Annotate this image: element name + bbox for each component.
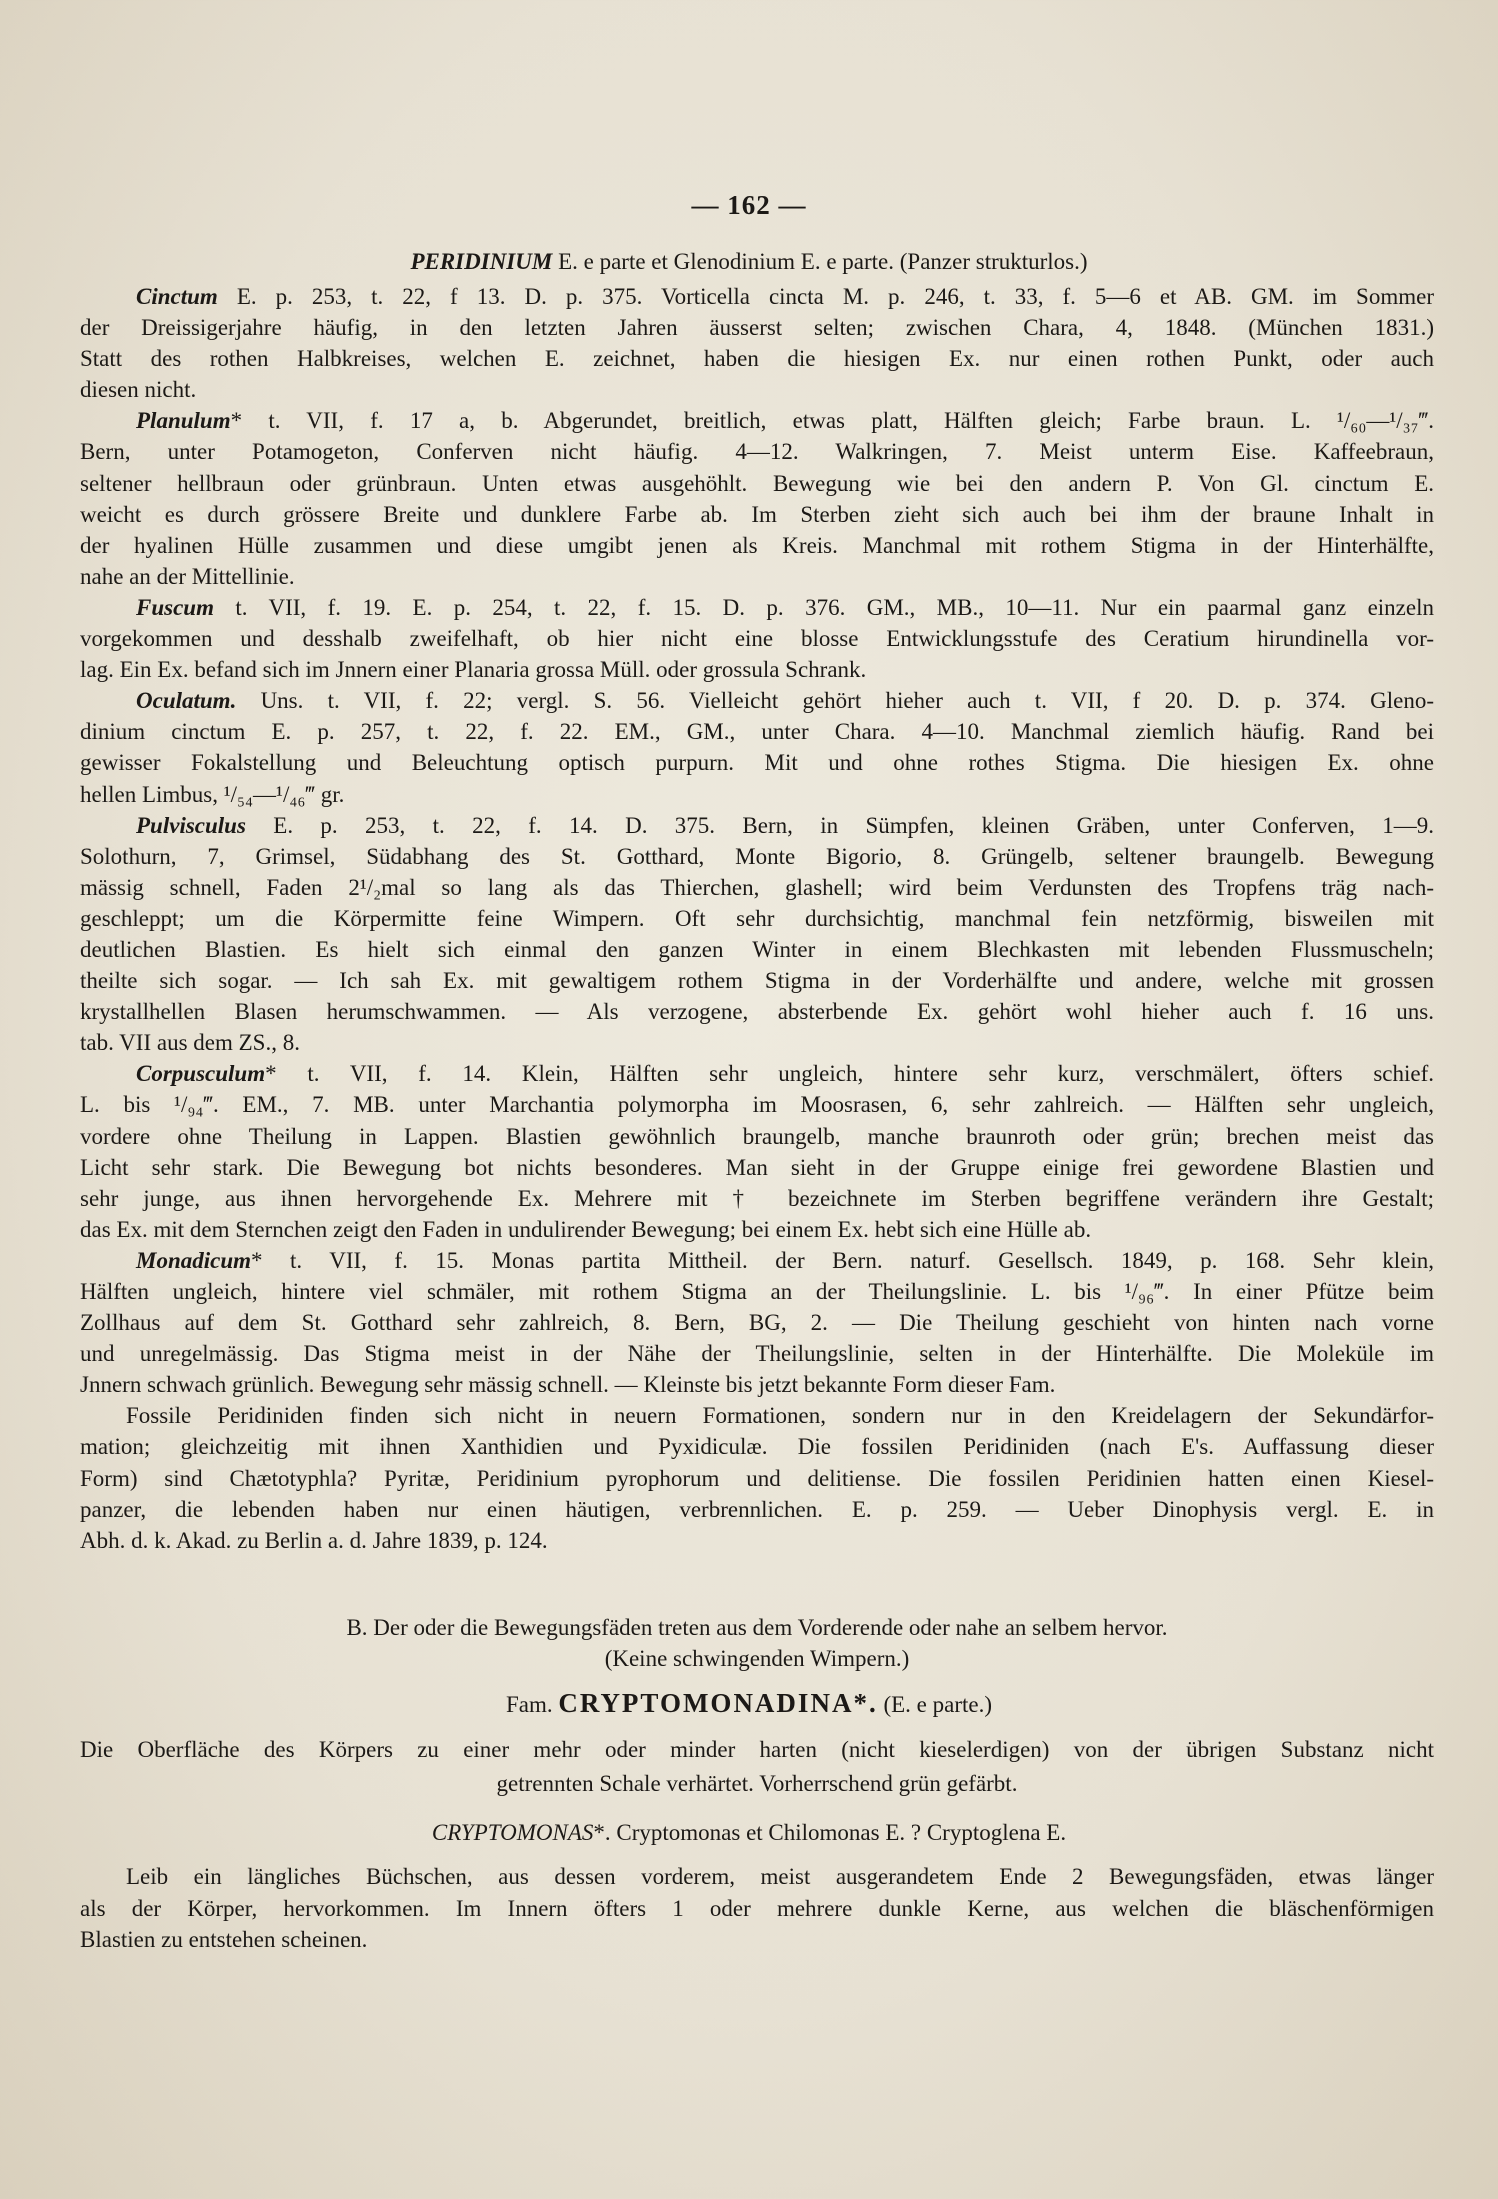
line-text: tab. VII aus dem ZS., 8. — [80, 1030, 300, 1056]
species-name: Corpusculum — [136, 1061, 266, 1087]
text-line — [80, 1463, 1434, 1494]
text-line — [80, 903, 1434, 934]
text-line — [80, 405, 1434, 436]
text-line — [80, 1400, 1434, 1431]
line-text: t. VII, f. 19. E. p. 254, t. 22, f. 15. D. p. 376. GM., MB., 10—11. Nur ein paarmal ganz einzeln — [213, 594, 1434, 620]
text-line: Blastien zu entstehen scheinen. — [80, 1927, 368, 1952]
section-b-line: B. Der oder die Bewegungsfäden treten aus dem Vorderende oder nahe an selbem hervor. — [346, 1615, 1168, 1640]
section-b-heading — [0, 1612, 1498, 1674]
line-text: deutlichen Blastien. Es hielt sich einmal den ganzen Winter in einem Blechkasten mit lebenden Flussmuscheln; — [80, 936, 1434, 962]
paragraph — [80, 1400, 1434, 1555]
text-line — [80, 623, 1434, 654]
species-entry — [80, 405, 1434, 592]
species-entry — [80, 1245, 1434, 1400]
species-name: Cinctum — [136, 284, 218, 309]
text-line — [80, 716, 1434, 747]
species-name: Fuscum — [136, 594, 214, 620]
text-line — [80, 281, 1434, 312]
text-line — [80, 374, 1434, 405]
text-line — [80, 1183, 1434, 1214]
family-suffix: (E. e parte.) — [877, 1692, 992, 1717]
text-line — [80, 468, 1434, 499]
text-line — [80, 1338, 1434, 1369]
text-line — [80, 1152, 1434, 1183]
line-text: hellen Limbus, ¹/₅₄—¹/₄₆‴ gr. — [80, 781, 345, 807]
species-text-block — [80, 281, 1434, 1556]
species-entry — [80, 685, 1434, 809]
line-text: panzer, die lebenden haben nur einen häutigen, verbrennlichen. E. p. 259. — Ueber Dinophysis vergl. E. in — [80, 1496, 1434, 1522]
line-text: diesen nicht. — [80, 377, 197, 403]
family-name: CRYPTOMONADINA*. — [558, 1688, 878, 1718]
line-text: krystallhellen Blasen herumschwammen. — Als verzogene, absterbende Ex. gehört wohl hieher auch f. 16 uns. — [80, 999, 1434, 1025]
line-text: mässig schnell, Faden 2¹/₂mal so lang als das Thierchen, glashell; wird beim Verdunsten des Tropfens träg nach- — [80, 874, 1434, 900]
text-line — [80, 530, 1434, 561]
text-line: getrennten Schale verhärtet. Vorherrschend grün gefärbt. — [496, 1771, 1018, 1796]
text-line — [80, 1027, 1434, 1058]
text-line — [80, 965, 1434, 996]
line-text: lag. Ein Ex. befand sich im Jnnern einer Planaria grossa Müll. oder grossula Schrank. — [80, 657, 867, 683]
text-line — [80, 1525, 1434, 1556]
line-text: der Dreissigerjahre häufig, in den letzten Jahren äusserst selten; zwischen Chara, 4, 1848. (München 1831.) — [80, 315, 1434, 341]
text-line — [80, 1058, 1434, 1089]
line-text: Form) sind Chætotyphla? Pyritæ, Peridinium pyrophorum und delitiense. Die fossilen Peridinien hatten einen Kiesel- — [80, 1465, 1434, 1491]
line-text: Uns. t. VII, f. 22; vergl. S. 56. Vielleicht gehört hieher auch t. VII, f 20. D. p. 374. Gleno- — [236, 688, 1434, 714]
line-text: vorgekommen und desshalb zweifelhaft, ob hier nicht eine blosse Entwicklungsstufe des Ceratium hirundinella vor- — [80, 626, 1434, 652]
species-entry — [80, 281, 1434, 405]
line-text: Fossile Peridiniden finden sich nicht in neuern Formationen, sondern nur in den Kreidelagern der Sekundärfor- — [126, 1403, 1434, 1429]
line-text: Licht sehr stark. Die Bewegung bot nichts besonderes. Man sieht in der Gruppe einige frei gewordene Blastien und — [80, 1154, 1434, 1180]
text-line — [80, 343, 1434, 374]
species-name: Pulvisculus — [136, 812, 246, 838]
text-line — [80, 685, 1434, 716]
text-line — [80, 810, 1434, 841]
line-text: Statt des rothen Halbkreises, welchen E. zeichnet, haben die hiesigen Ex. nur einen rothen Punkt, oder auch — [80, 346, 1434, 372]
text-line: Die Oberfläche des Körpers zu einer mehr oder minder harten (nicht kieselerdigen) von der übrigen Substanz nicht — [80, 1737, 1434, 1762]
line-text: theilte sich sogar. — Ich sah Ex. mit gewaltigem rothem Stigma in der Vorderhälfte und andere, welche mit grossen — [80, 968, 1434, 994]
text-line — [80, 312, 1434, 343]
line-text: mation; gleichzeitig mit ihnen Xanthidien und Pyxidiculæ. Die fossilen Peridiniden (nach E's. Auffassung dieser — [80, 1434, 1434, 1460]
line-text: Zollhaus auf dem St. Gotthard sehr zahlreich, 8. Bern, BG, 2. — Die Theilung geschieht von hinten nach vorne — [80, 1310, 1434, 1336]
line-text: der hyalinen Hülle zusammen und diese umgibt jenen als Kreis. Manchmal mit rothem Stigma in der Hinterhälfte, — [80, 532, 1434, 558]
line-text: * t. VII, f. 14. Klein, Hälften sehr ungleich, hintere sehr kurz, verschmälert, öfters schief. — [265, 1061, 1434, 1087]
line-text: dinium cinctum E. p. 257, t. 22, f. 22. EM., GM., unter Chara. 4—10. Manchmal ziemlich häufig. Rand bei — [80, 719, 1434, 745]
text-line — [80, 996, 1434, 1027]
genus-heading-peridinium — [0, 246, 1498, 277]
family-description — [80, 1733, 1434, 1801]
line-text: E. p. 253, t. 22, f 13. D. p. 375. Vorticella cincta M. p. 246, t. 33, f. 5—6 et AB. GM. im Sommer — [217, 284, 1434, 309]
line-text: * t. VII, f. 17 a, b. Abgerundet, breitlich, etwas platt, Hälften gleich; Farbe braun. L. ¹/₆₀—¹/₃₇‴. — [230, 408, 1434, 434]
line-text: Jnnern schwach grünlich. Bewegung sehr mässig schnell. — Kleinste bis jetzt bekannte Form dieser Fam. — [80, 1372, 1056, 1398]
section-b-subline: (Keine schwingenden Wimpern.) — [604, 1646, 910, 1671]
line-text: E. p. 253, t. 22, f. 14. D. 375. Bern, in Sümpfen, kleinen Gräben, unter Conferven, 1—9. — [245, 812, 1434, 838]
text-line — [80, 561, 1434, 592]
page-number: — 162 — — [691, 190, 807, 220]
line-text: seltener hellbraun oder grünbraun. Unten etwas ausgehöhlt. Bewegung wie bei den andern P. Von Gl. cinctum E. — [80, 470, 1434, 496]
line-text: * t. VII, f. 15. Monas partita Mittheil. der Bern. naturf. Gesellsch. 1849, p. 168. Sehr klein, — [251, 1247, 1434, 1273]
text-line — [80, 436, 1434, 467]
species-name: Planulum — [136, 408, 231, 434]
text-line: als der Körper, hervorkommen. Im Innern öfters 1 oder mehrere dunkle Kerne, aus welchen die bläschenförmigen — [80, 1895, 1434, 1921]
text-line — [80, 779, 1434, 810]
text-line — [80, 1214, 1434, 1245]
text-line — [80, 592, 1434, 623]
line-text: weicht es durch grössere Breite und dunklere Farbe ab. Im Sterben zieht sich auch bei ihm der braune Inhalt in — [80, 501, 1434, 527]
text-line — [80, 654, 1434, 685]
line-text: vordere ohne Theilung in Lappen. Blastien gewöhnlich braungelb, manche braunroth oder grün; brechen meist das — [80, 1123, 1434, 1149]
text-line — [80, 1121, 1434, 1152]
text-line — [80, 934, 1434, 965]
genus-heading-text: *. Cryptomonas et Chilomonas E. ? Cryptoglena E. — [593, 1820, 1067, 1845]
genus-name: PERIDINIUM — [410, 249, 553, 274]
line-text: L. bis ¹/₉₄‴. EM., 7. MB. unter Marchantia polymorpha im Moosrasen, 6, sehr zahlreich. — Hälften sehr ungleich, — [80, 1092, 1434, 1118]
species-name: Monadicum — [136, 1247, 252, 1273]
species-entry — [80, 810, 1434, 1059]
text-line — [80, 747, 1434, 778]
line-text: sehr junge, aus ihnen hervorgehende Ex. Mehrere mit † bezeichnete im Sterben begriffene verändern ihre Gestalt; — [80, 1185, 1434, 1211]
line-text: Hälften ungleich, hintere viel schmäler, mit rothem Stigma an der Theilungslinie. L. bis ¹/₉₆‴. In einer Pfütze beim — [80, 1279, 1434, 1304]
genus-heading-cryptomonas — [0, 1820, 1498, 1846]
line-text: Abh. d. k. Akad. zu Berlin a. d. Jahre 1839, p. 124. — [80, 1527, 548, 1553]
text-line — [80, 872, 1434, 903]
line-text: Bern, unter Potamogeton, Conferven nicht häufig. 4—12. Walkringen, 7. Meist unterm Eise. Kaffeebraun, — [80, 439, 1434, 465]
text-line — [80, 1089, 1434, 1120]
species-entry — [80, 592, 1434, 685]
line-text: das Ex. mit dem Sternchen zeigt den Faden in undulirender Bewegung; bei einem Ex. hebt sich eine Hülle ab. — [80, 1216, 1092, 1242]
line-text: geschleppt; um die Körpermitte feine Wimpern. Oft sehr durchsichtig, manchmal fein netzförmig, bisweilen mit — [80, 905, 1434, 931]
genus-heading-text: E. e parte et Glenodinium E. e parte. (Panzer strukturlos.) — [552, 249, 1088, 274]
line-text: gewisser Fokalstellung und Beleuchtung optisch purpurn. Mit und ohne rothes Stigma. Die hiesigen Ex. ohne — [80, 750, 1434, 776]
text-line — [80, 1369, 1434, 1400]
line-text: Solothurn, 7, Grimsel, Südabhang des St. Gotthard, Monte Bigorio, 8. Grüngelb, seltener braungelb. Bewegung — [80, 843, 1434, 869]
text-line — [80, 1276, 1434, 1307]
line-text: nahe an der Mittellinie. — [80, 563, 295, 589]
species-name: Oculatum. — [136, 688, 237, 714]
text-line — [80, 841, 1434, 872]
family-prefix: Fam. — [506, 1692, 559, 1717]
text-line — [80, 1307, 1434, 1338]
genus-description — [80, 1861, 1434, 1956]
family-heading — [0, 1688, 1498, 1719]
text-line — [80, 1494, 1434, 1525]
text-line — [80, 1245, 1434, 1276]
line-text: und unregelmässig. Das Stigma meist in der Nähe der Theilungslinie, selten in der Hinterhälfte. Die Moleküle im — [80, 1341, 1434, 1367]
text-line — [80, 499, 1434, 530]
text-line — [80, 1431, 1434, 1462]
species-entry — [80, 1058, 1434, 1245]
text-line: Leib ein längliches Büchschen, aus dessen vorderem, meist ausgerandetem Ende 2 Bewegungsfäden, etwas länger — [126, 1864, 1434, 1889]
genus-name: CRYPTOMONAS — [431, 1820, 594, 1845]
